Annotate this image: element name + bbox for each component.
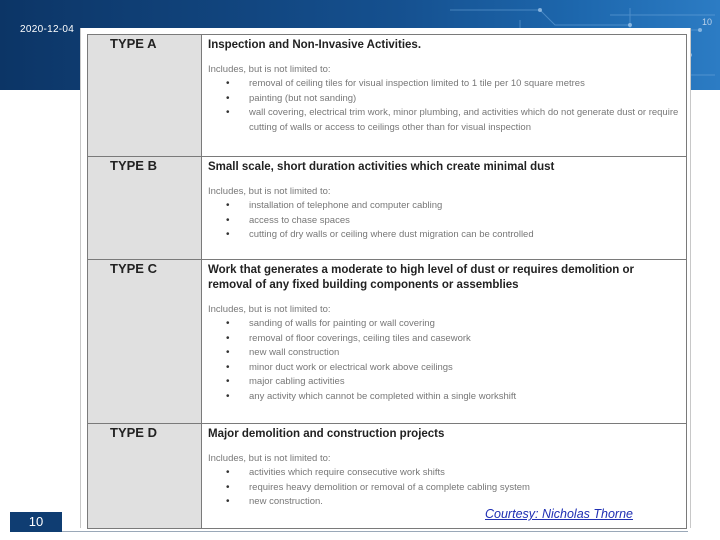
- list-item: • any activity which cannot be completed within a single workshift: [208, 390, 680, 405]
- table-row-type-c: [88, 260, 687, 424]
- type-title: Work that generates a moderate to high level of dust or requires demolition or removal of any fixed building components or assemblies: [208, 264, 634, 291]
- type-description: [202, 35, 687, 157]
- includes-text: Includes, but is not limited to:: [208, 186, 331, 197]
- includes-text: Includes, but is not limited to:: [208, 64, 331, 75]
- list-item: • removal of ceiling tiles for visual inspection limited to 1 tile per 10 square metres: [208, 77, 680, 92]
- type-label: TYPE A: [88, 35, 202, 157]
- activity-list: [208, 317, 680, 404]
- list-item: • requires heavy demolition or removal of a complete cabling system: [208, 481, 680, 496]
- includes-text: Includes, but is not limited to:: [208, 304, 331, 315]
- type-description: [202, 260, 687, 424]
- list-item: • sanding of walls for painting or wall covering: [208, 317, 680, 332]
- type-title: Major demolition and construction projects: [208, 428, 445, 440]
- courtesy-link[interactable]: Courtesy: Nicholas Thorne: [485, 507, 633, 521]
- type-label: TYPE C: [88, 260, 202, 424]
- type-label: TYPE D: [88, 424, 202, 529]
- activity-list: [208, 77, 680, 135]
- includes-text: Includes, but is not limited to:: [208, 453, 331, 464]
- construction-types-table: [87, 34, 687, 529]
- type-description: [202, 157, 687, 260]
- list-item: • painting (but not sanding): [208, 92, 680, 107]
- list-item: • installation of telephone and computer cabling: [208, 199, 680, 214]
- activity-list: [208, 199, 680, 243]
- footer-divider: [62, 531, 688, 532]
- list-item: • removal of floor coverings, ceiling tiles and casework: [208, 332, 680, 347]
- table-row-type-a: [88, 35, 687, 157]
- list-item: • activities which require consecutive work shifts: [208, 466, 680, 481]
- list-item: • cutting of dry walls or ceiling where dust migration can be controlled: [208, 228, 680, 243]
- document-image: [80, 28, 691, 528]
- list-item: • new construction.: [208, 495, 680, 510]
- list-item: • major cabling activities: [208, 375, 680, 390]
- list-item: • wall covering, electrical trim work, minor plumbing, and activities which do not generate dust or require cutting of walls or access to ceilings other than for visual inspection: [208, 106, 680, 135]
- activity-list: [208, 466, 680, 510]
- slide-date: 2020-12-04: [20, 24, 75, 35]
- slide-number-top: 10: [701, 17, 712, 27]
- type-title: Inspection and Non-Invasive Activities.: [208, 39, 422, 51]
- type-title: Small scale, short duration activities which create minimal dust: [208, 161, 555, 173]
- table-row-type-b: [88, 157, 687, 260]
- type-label: TYPE B: [88, 157, 202, 260]
- list-item: • access to chase spaces: [208, 214, 680, 229]
- list-item: • new wall construction: [208, 346, 680, 361]
- list-item: • minor duct work or electrical work above ceilings: [208, 361, 680, 376]
- slide-number-footer: 10: [10, 512, 62, 532]
